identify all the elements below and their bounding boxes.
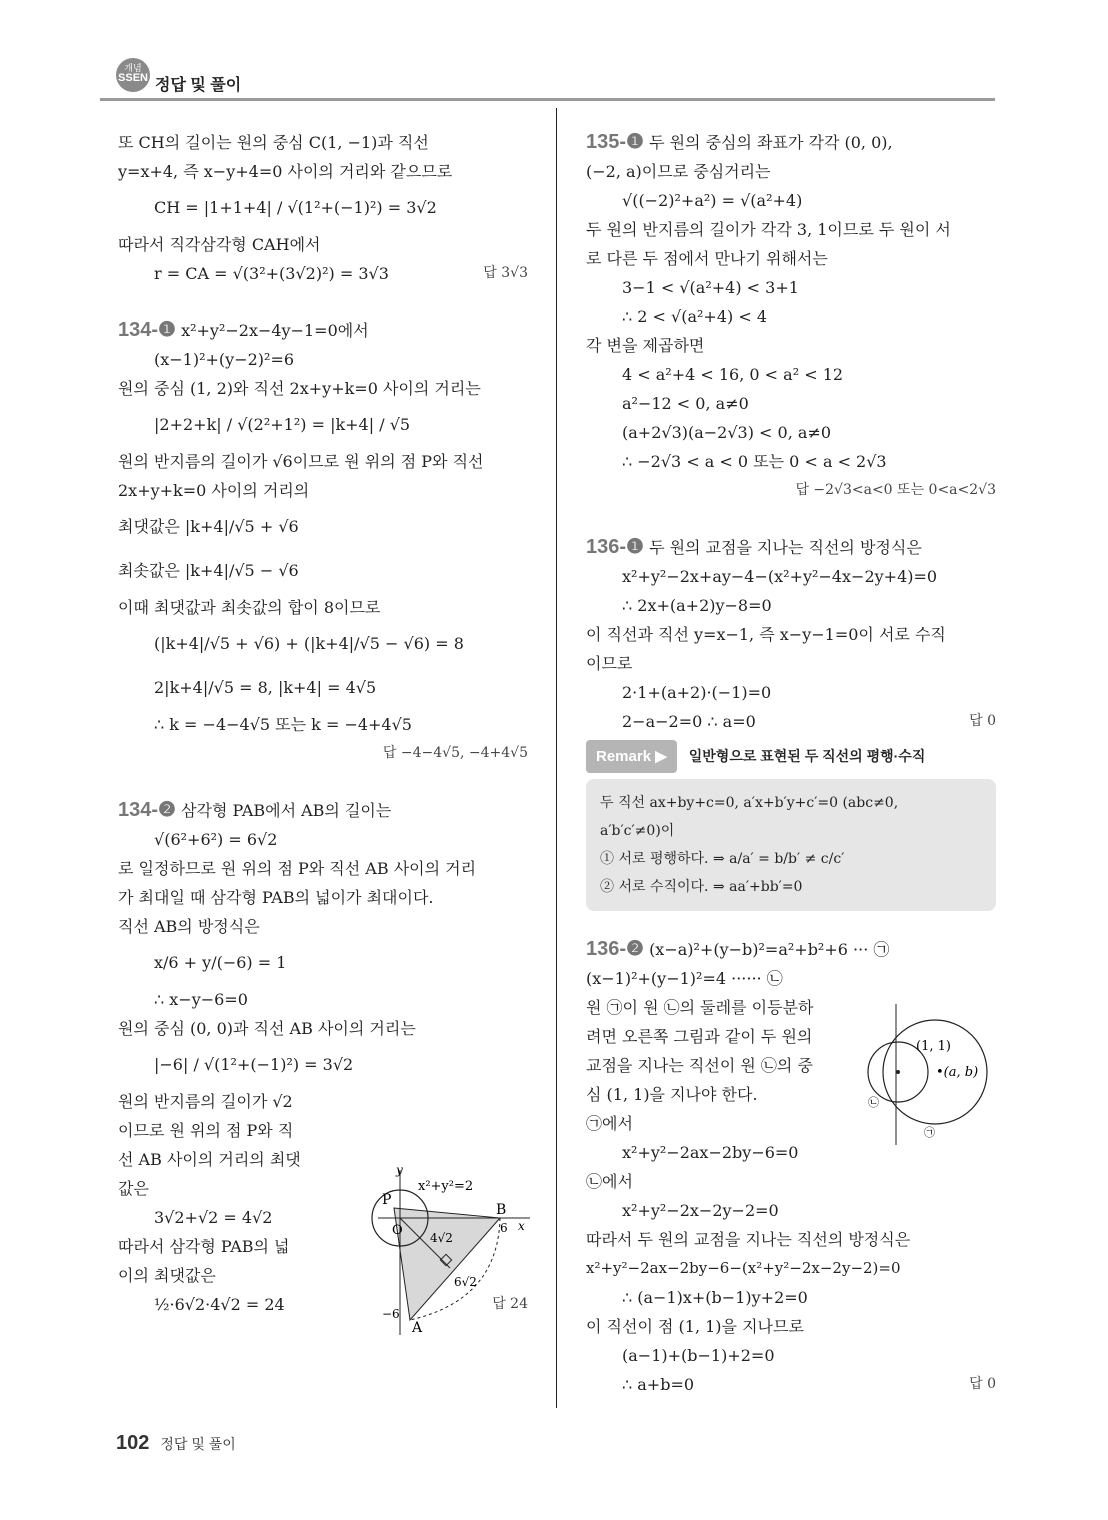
text-line: 이므로: [586, 654, 633, 673]
text-line: (−2, a)이므로 중심거리는: [586, 162, 771, 181]
text-line: 원 ㉠이 원 ㉡의 둘레를 이등분하: [586, 998, 814, 1017]
text-line: 두 원의 교점을 지나는 직선의 방정식은: [649, 538, 922, 557]
text-line: 원의 중심 (1, 2)와 직선 2x+y+k=0 사이의 거리는: [118, 379, 481, 398]
footer-title: 정답 및 풀이: [160, 1436, 236, 1452]
fig1-y-label: y: [396, 1163, 403, 1177]
formula: x/6 + y/(−6) = 1: [154, 953, 287, 972]
formula: ∴ k = −4−4√5 또는 k = −4+4√5: [154, 715, 412, 734]
fig1-P: P: [382, 1192, 392, 1208]
formula: x²+y²−2ax−2by−6−(x²+y²−2x−2y−2)=0: [586, 1259, 901, 1277]
remark-line: a′b′c′≠0)이: [600, 823, 675, 839]
text-line: 교점을 지나는 직선이 원 ㉡의 중: [586, 1056, 813, 1075]
text-line: 값은: [118, 1179, 149, 1198]
formula: (a+2√3)(a−2√3) < 0, a≠0: [622, 423, 832, 442]
problem-label-136-1: 136-❶: [586, 536, 644, 558]
left-column: [118, 128, 528, 1319]
page-footer: [116, 1432, 236, 1455]
page-header: [100, 58, 995, 104]
answer-136-1: 답 0: [969, 713, 996, 729]
formula: 3√2+√2 = 4√2: [154, 1208, 273, 1227]
answer-134-2: 답 24: [492, 1296, 528, 1312]
text-line: 직선 AB의 방정식은: [118, 917, 260, 936]
logo-top-text: 개념: [124, 63, 142, 73]
text-line: (x−1)²+(y−1)²=4 ······ ㉡: [586, 969, 783, 988]
text-line: 원의 반지름의 길이가 √6이므로 원 위의 점 P와 직선: [118, 452, 484, 471]
fig1-A: A: [412, 1320, 423, 1336]
center-point: [896, 1070, 900, 1074]
header-title: 정답 및 풀이: [155, 77, 242, 94]
logo-bottom-text: SSEN: [118, 72, 148, 84]
formula: x²+y²−2x−2y−2=0: [622, 1201, 779, 1220]
text-line: 로 일정하므로 원 위의 점 P와 직선 AB 사이의 거리: [118, 859, 477, 878]
formula: √((−2)²+a²) = √(a²+4): [622, 191, 803, 210]
formula: ½·6√2·4√2 = 24: [154, 1295, 285, 1314]
text-line: 두 원의 중심의 좌표가 각각 (0, 0),: [649, 133, 893, 152]
formula: |−6| / √(1²+(−1)²) = 3√2: [154, 1055, 354, 1074]
remark-box: [586, 779, 996, 911]
text-line: ㉡에서: [586, 1172, 633, 1191]
text-line: 려면 오른쪽 그림과 같이 두 원의: [586, 1027, 813, 1046]
triangle-pab-figure: [370, 1160, 540, 1340]
text-line: 따라서 직각삼각형 CAH에서: [118, 235, 321, 254]
fig2-circle-label-2: ㉡: [868, 1096, 879, 1109]
text-line: x²+y²−2x−4y−1=0에서: [181, 321, 369, 340]
answer-133: 답 3√3: [483, 265, 528, 281]
answer-136-2: 답 0: [969, 1376, 996, 1392]
text-line: 심 (1, 1)을 지나야 한다.: [586, 1085, 758, 1104]
text-line: (x−a)²+(y−b)²=a²+b²+6 ··· ㉠: [649, 940, 890, 959]
formula: 최솟값은 |k+4|/√5 − √6: [118, 561, 299, 580]
formula: (a−1)+(b−1)+2=0: [622, 1346, 775, 1365]
formula: a²−12 < 0, a≠0: [622, 394, 749, 413]
text-line: 2x+y+k=0 사이의 거리의: [118, 481, 310, 500]
text-line: y=x+4, 즉 x−y+4=0 사이의 거리와 같으므로: [118, 162, 453, 181]
formula: (|k+4|/√5 + √6) + (|k+4|/√5 − √6) = 8: [154, 634, 464, 653]
text-line: 각 변을 제곱하면: [586, 336, 705, 355]
two-circles-figure: [860, 1000, 998, 1150]
text-line: 이므로 원 위의 점 P와 직: [118, 1121, 294, 1140]
fig1-d2: 6√2: [454, 1275, 477, 1289]
fig2-point1: (1, 1): [916, 1039, 951, 1054]
remark-line: ② 서로 수직이다. ⇒ aa′+bb′=0: [600, 879, 803, 895]
text-line: 가 최대일 때 삼각형 PAB의 넓이가 최대이다.: [118, 888, 434, 907]
text-line: 따라서 두 원의 교점을 지나는 직선의 방정식은: [586, 1230, 911, 1249]
answer-134-1: 답 −4−4√5, −4+4√5: [382, 745, 528, 761]
fig1-x-label: x: [518, 1219, 525, 1233]
remark-tag: Remark ▶: [586, 740, 677, 773]
formula: |2+2+k| / √(2²+1²) = |k+4| / √5: [154, 415, 411, 434]
formula: 4 < a²+4 < 16, 0 < a² < 12: [622, 365, 844, 384]
text-line: 이의 최댓값은: [118, 1266, 216, 1285]
formula: 최댓값은 |k+4|/√5 + √6: [118, 517, 299, 536]
formula: ∴ 2x+(a+2)y−8=0: [622, 596, 772, 615]
fig2-circle-label-1: ㉠: [924, 1126, 935, 1139]
formula: x²+y²−2x+ay−4−(x²+y²−4x−2y+4)=0: [622, 567, 938, 586]
formula: √(6²+6²) = 6√2: [154, 830, 278, 849]
text-line: 원의 중심 (0, 0)과 직선 AB 사이의 거리는: [118, 1019, 416, 1038]
remark-header: [586, 740, 996, 773]
fig1-eq: x²+y²=2: [418, 1179, 474, 1194]
remark-line: 두 직선 ax+by+c=0, a′x+b′y+c′=0 (abc≠0,: [600, 795, 899, 811]
formula: ∴ −2√3 < a < 0 또는 0 < a < 2√3: [622, 452, 887, 471]
page-number: 102: [116, 1432, 150, 1454]
right-column: [586, 128, 996, 1399]
header-rule: [100, 98, 995, 101]
text-line: 이 직선이 점 (1, 1)을 지나므로: [586, 1317, 804, 1336]
formula: 2−a−2=0 ∴ a=0: [622, 712, 756, 731]
answer-135: 답 −2√3<a<0 또는 0<a<2√3: [795, 482, 996, 498]
problem-label-135: 135-❶: [586, 131, 644, 153]
problem-label-134-2: 134-❷: [118, 799, 176, 821]
formula: 3−1 < √(a²+4) < 3+1: [622, 278, 799, 297]
text-line: 원의 반지름의 길이가 √2: [118, 1092, 293, 1111]
text-line: 이때 최댓값과 최솟값의 합이 8이므로: [118, 598, 381, 617]
fig1-B: B: [496, 1202, 507, 1218]
formula: r = CA = √(3²+(3√2)²) = 3√3: [154, 264, 389, 283]
formula: (x−1)²+(y−2)²=6: [154, 350, 295, 369]
remark-line: ① 서로 평행하다. ⇒ a/a′ = b/b′ ≠ c/c′: [600, 851, 845, 867]
column-divider: [556, 108, 557, 1408]
fig1-neg6: −6: [382, 1307, 400, 1321]
text-line: 이 직선과 직선 y=x−1, 즉 x−y−1=0이 서로 수직: [586, 625, 946, 644]
formula: x²+y²−2ax−2by−6=0: [622, 1143, 799, 1162]
formula: ∴ 2 < √(a²+4) < 4: [622, 307, 767, 326]
brand-logo: [116, 58, 150, 92]
text-line: 두 원의 반지름의 길이가 각각 3, 1이므로 두 원이 서: [586, 220, 951, 239]
formula: CH = |1+1+4| / √(1²+(−1)²) = 3√2: [154, 198, 437, 217]
text-line: 삼각형 PAB에서 AB의 길이는: [181, 801, 392, 820]
formula: 2|k+4|/√5 = 8, |k+4| = 4√5: [154, 678, 377, 697]
problem-label-136-2: 136-❷: [586, 938, 644, 960]
fig1-O: O: [392, 1223, 403, 1238]
formula: ∴ x−y−6=0: [154, 990, 248, 1009]
text-line: 따라서 삼각형 PAB의 넓: [118, 1237, 290, 1256]
problem-label-134-1: 134-❶: [118, 319, 176, 341]
fig1-d1: 4√2: [430, 1231, 453, 1245]
fig1-six: 6: [500, 1221, 508, 1235]
remark-title: 일반형으로 표현된 두 직선의 평행·수직: [688, 748, 926, 764]
text-line: ㉠에서: [586, 1114, 633, 1133]
formula: ∴ a+b=0: [622, 1375, 695, 1394]
text-line: 로 다른 두 점에서 만나기 위해서는: [586, 249, 828, 268]
formula: ∴ (a−1)x+(b−1)y+2=0: [622, 1288, 808, 1307]
fig2-point2: •(a, b): [936, 1065, 979, 1080]
formula: 2·1+(a+2)·(−1)=0: [622, 683, 772, 702]
text-line: 또 CH의 길이는 원의 중심 C(1, −1)과 직선: [118, 133, 429, 152]
text-line: 선 AB 사이의 거리의 최댓: [118, 1150, 301, 1169]
